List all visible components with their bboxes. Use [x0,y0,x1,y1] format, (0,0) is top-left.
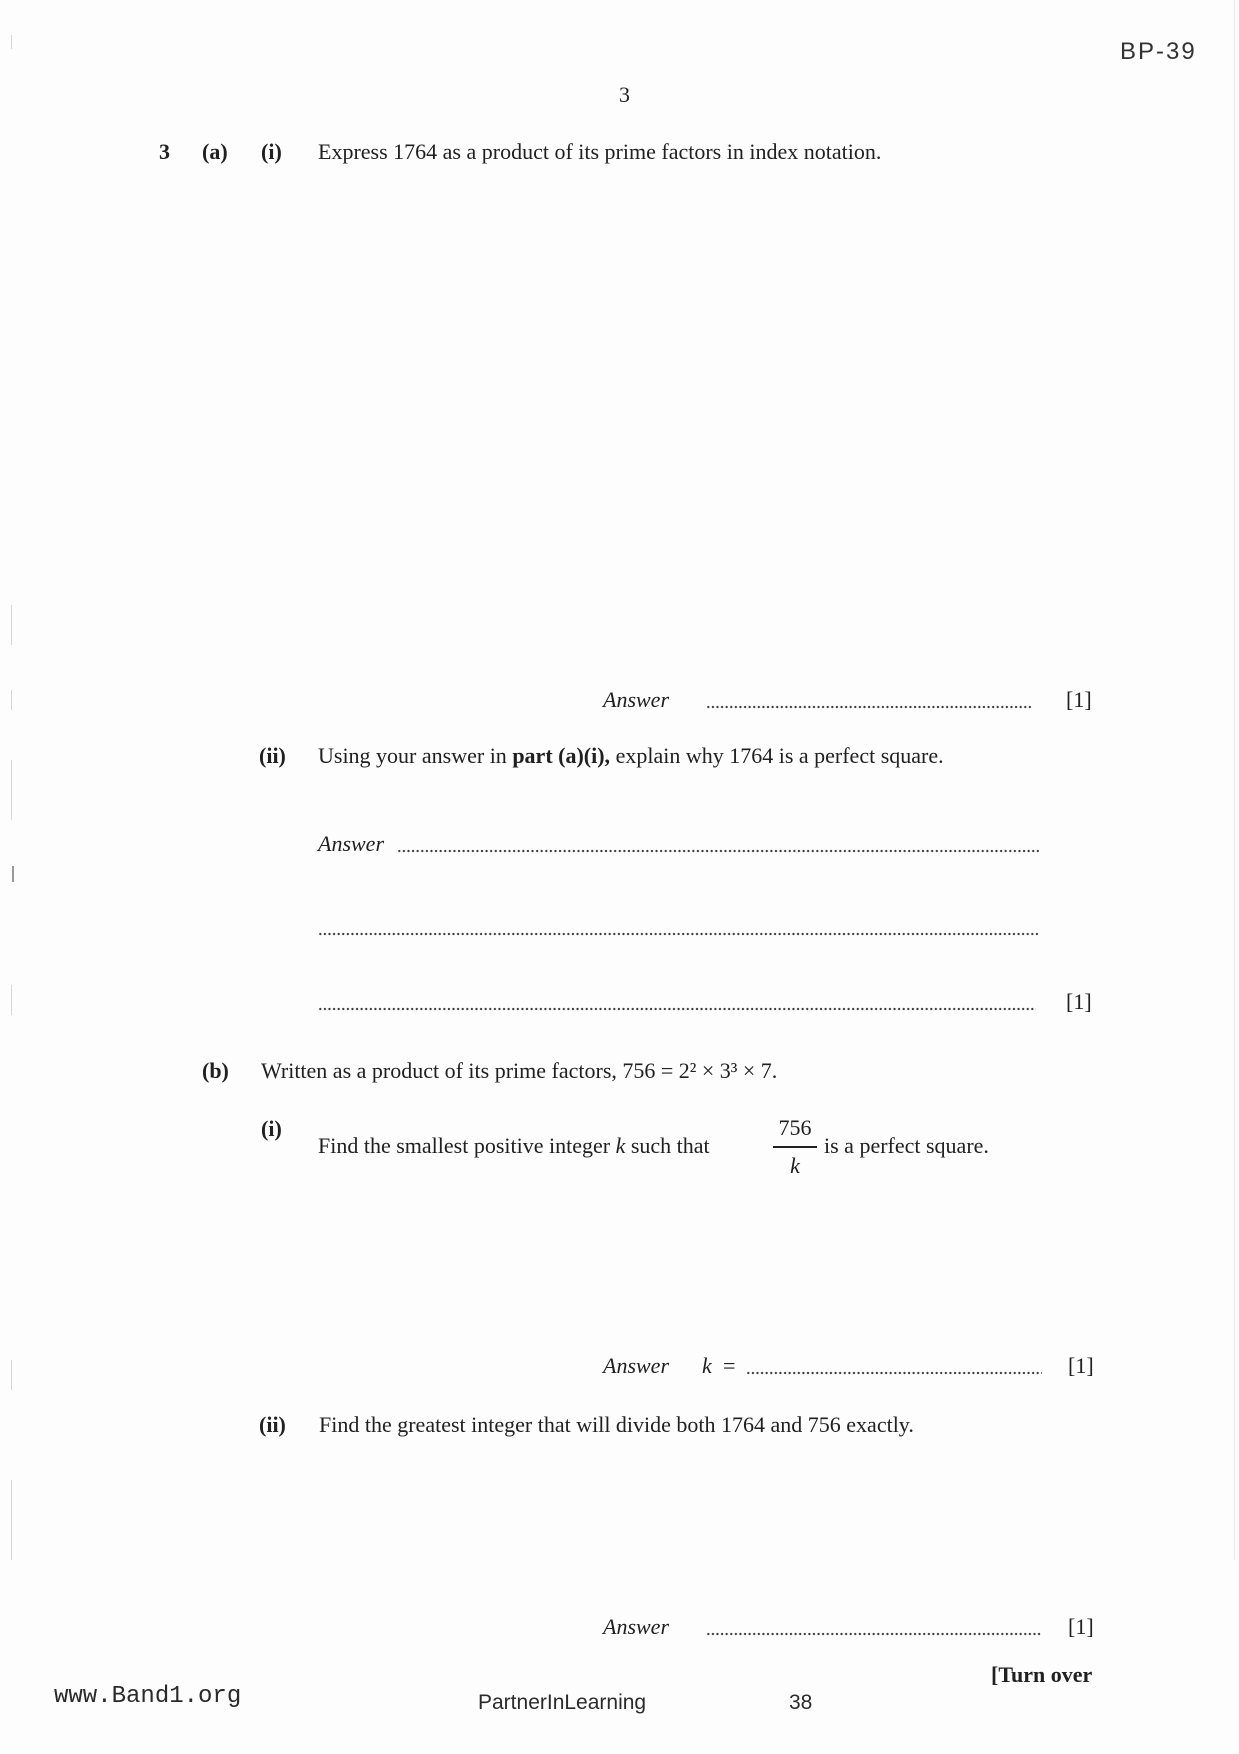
question-text: such that [625,1133,710,1158]
answer-line [706,1631,1042,1637]
scan-artifact [11,1480,12,1560]
turn-over: [Turn over [991,1662,1093,1687]
scan-artifact [11,1360,12,1390]
marks: [1] [1068,1353,1094,1378]
part-b-i-question [318,1133,710,1159]
question-text: Find the smallest positive integer [318,1133,616,1158]
website: www.Band1.org [54,1683,242,1710]
question-reference: part (a)(i), [512,743,611,768]
question-text: is a perfect square. [824,1133,989,1158]
page-edge [1234,0,1235,1560]
answer-line [397,848,1039,854]
part-a-i-label: (i) [261,139,282,164]
answer-line [318,931,1039,937]
variable-k: k [615,1133,626,1158]
scan-artifact [11,985,12,1015]
part-b-ii-question: Find the greatest integer that will divide both 1764 and 756 exactly. [319,1412,914,1437]
question-text: explain why 1764 is a perfect square. [610,743,944,768]
part-a-i-question: Express 1764 as a product of its prime factors in index notation. [318,139,882,164]
scan-artifact [11,760,12,820]
part-b-stem: Written as a product of its prime factors, 756 = 2² × 3³ × 7. [261,1058,778,1083]
footer-page-number: 38 [789,1691,813,1714]
part-b-ii-label: (ii) [259,1412,286,1437]
part-b-label: (b) [202,1058,229,1083]
answer-line [706,704,1033,710]
fraction-denominator: k [790,1153,800,1178]
page-number: 3 [619,82,630,107]
question-number: 3 [159,139,170,164]
answer-line [318,1006,1036,1012]
answer-variable: k [702,1353,712,1378]
partner-label: PartnerInLearning [478,1691,647,1714]
part-a-label: (a) [202,139,228,164]
answer-label: Answer [318,831,384,856]
part-a-ii-question [318,743,944,769]
answer-line [746,1370,1042,1376]
scan-artifact [12,866,14,882]
part-a-ii-label: (ii) [259,743,286,768]
marks: [1] [1066,989,1092,1014]
equals-sign: = [723,1353,736,1378]
scan-artifact [11,690,12,710]
fraction-numerator: 756 [778,1115,812,1140]
answer-label: Answer [603,1353,669,1378]
marks: [1] [1068,1614,1094,1639]
answer-label: Answer [603,1614,669,1639]
marks: [1] [1066,687,1092,712]
scan-artifact [11,35,12,49]
paper-code: BP-39 [1120,38,1197,65]
answer-label: Answer [603,687,669,712]
fraction-bar [773,1146,817,1148]
question-text: Using your answer in [318,743,513,768]
scan-artifact [11,605,12,645]
part-b-i-label: (i) [261,1116,282,1141]
